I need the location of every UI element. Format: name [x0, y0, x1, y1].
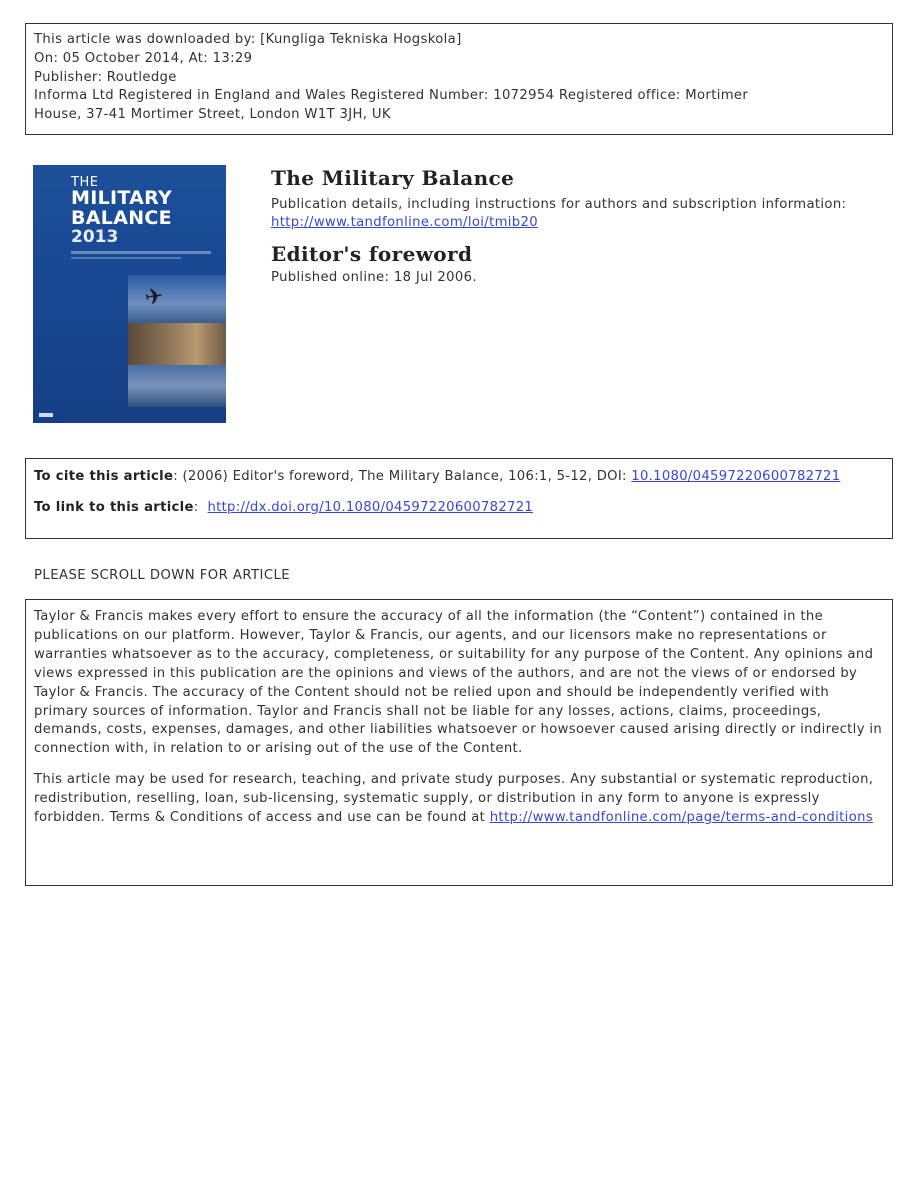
cover-photo-sky [128, 275, 226, 323]
link-row [34, 499, 884, 517]
article-title: Editor's foreword [271, 242, 473, 266]
cover-title-line: MILITARY [71, 187, 173, 209]
terms-conditions-link[interactable]: http://www.tandfonline.com/page/terms-and-conditions [489, 810, 874, 826]
jet-icon: ✈ [143, 283, 166, 312]
journal-url-link[interactable]: http://www.tandfonline.com/loi/tmib20 [271, 215, 539, 230]
cover-photo-soldiers [128, 323, 226, 365]
publisher-logo [39, 413, 53, 417]
publication-details-text: Publication details, including instructions for authors and subscription information: [271, 197, 847, 212]
cover-subtitle-bar [71, 257, 181, 259]
cite-text: : (2006) Editor's foreword, The Military Balance, 106:1, 5-12, DOI: [173, 469, 632, 484]
link-label: To link to this article [34, 500, 194, 515]
article-doi-url-link[interactable]: http://dx.doi.org/10.1080/04597220600782721 [207, 500, 534, 515]
download-line: Informa Ltd Registered in England and Wales Registered Number: 1072954 Registered office: Mortimer [34, 88, 749, 104]
disclaimer-paragraph: Taylor & Francis makes every effort to ensure the accuracy of all the information (the “Content”) contained in the publications on our platform. However, Taylor & Francis, our agents, and our licensors make no representations or warranties whatsoever as to the accuracy, completeness, or suitability for any purpose of the Content. Any opinions and views expressed in this publication are the opinions and views of the authors, and are not the views of or endorsed by Taylor & Francis. The accuracy of the Content should not be relied upon and should be independently verified with primary sources of information. Taylor and Francis shall not be liable for any losses, actions, claims, proceedings, demands, costs, expenses, damages, and other liabilities whatsoever or howsoever caused arising directly or indirectly in connection with, in relation to or arising out of the use of the Content. [34, 609, 883, 757]
publication-details [271, 196, 881, 232]
usage-text: This article may be used for research, teaching, and private study purposes. Any substantial or systematic reproduction, redistribution, reselling, loan, sub-licensing, systematic supply, or distribution in any form to anyone is expressly forbidden. Terms & Conditions of access and use can be found at [34, 772, 874, 826]
cover-subtitle-bar [71, 251, 211, 254]
doi-link[interactable]: 10.1080/04597220600782721 [631, 469, 841, 484]
cover-title-line: THE [71, 175, 99, 190]
download-line: This article was downloaded by: [Kungliga Tekniska Hogskola] [34, 32, 462, 47]
cite-label: To cite this article [34, 469, 174, 484]
journal-cover-image [33, 165, 226, 423]
download-line: Publisher: Routledge [34, 69, 177, 85]
article-header [271, 166, 881, 285]
cover-year: 2013 [71, 227, 119, 247]
terms-box [25, 599, 893, 886]
link-separator: : [193, 500, 208, 515]
published-date: Published online: 18 Jul 2006. [271, 270, 477, 285]
cite-row [34, 468, 884, 486]
download-line: On: 05 October 2014, At: 13:29 [34, 50, 253, 66]
journal-title: The Military Balance [271, 166, 515, 190]
cover-title-line: BALANCE [71, 207, 172, 229]
cover-photo-ships [128, 365, 226, 407]
citation-box [25, 458, 893, 539]
download-notice-box [25, 23, 893, 135]
download-line: House, 37-41 Mortimer Street, London W1T 3JH, UK [34, 107, 391, 123]
scroll-down-notice: PLEASE SCROLL DOWN FOR ARTICLE [34, 568, 291, 583]
usage-paragraph [34, 771, 884, 828]
